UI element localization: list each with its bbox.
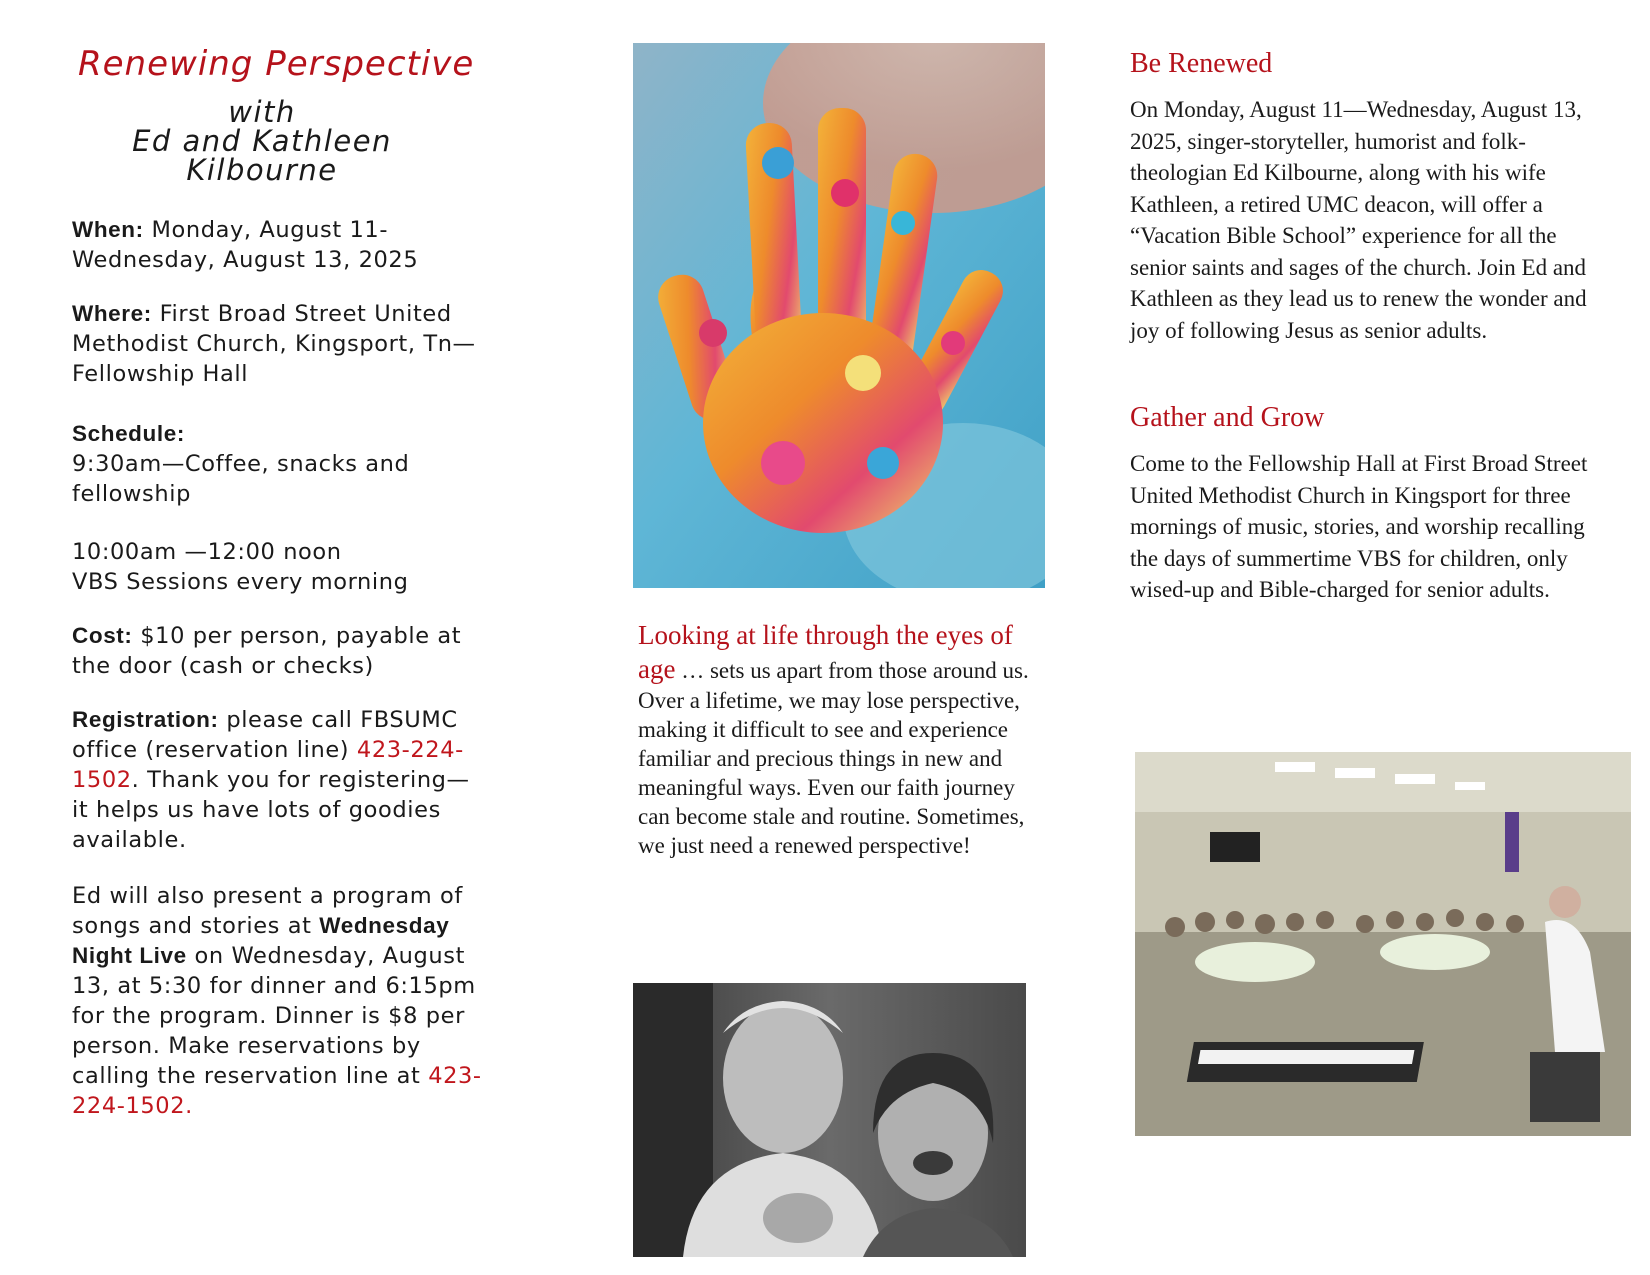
presenters-subtitle	[72, 95, 452, 187]
where-field	[72, 299, 482, 389]
page-title: Renewing Perspective	[78, 44, 475, 84]
cost-label: Cost:	[72, 623, 133, 648]
session-time: 10:00am —12:00 noon	[72, 539, 342, 565]
gather-and-grow-paragraph: Come to the Fellowship Hall at First Broad Street United Methodist Church in Kingsport for three mornings of music, stories, and worship recalling the days of summertime VBS for children, only wised-up and Bible-charged for senior adults.	[1130, 451, 1588, 602]
registration-tail: . Thank you for registering—it helps us have lots of goodies available.	[72, 767, 470, 853]
fellowship-hall-image	[1135, 752, 1631, 1136]
wnl-event-name: Wednesday Night Live	[72, 913, 450, 968]
wnl-intro: Ed will also present a program of songs and stories at	[72, 883, 463, 939]
subtitle-with: with	[228, 95, 296, 129]
event-details-column	[72, 44, 482, 1145]
subtitle-surname: Kilbourne	[186, 153, 338, 187]
perspective-lead: Looking at life through the eyes of age	[638, 620, 1013, 684]
schedule-sessions	[72, 537, 482, 597]
perspective-paragraph	[638, 618, 1038, 860]
fellowship-hall-photo	[1135, 752, 1631, 1136]
when-field	[72, 215, 482, 275]
where-label: Where:	[72, 301, 152, 326]
where-text: First Broad Street United Methodist Church, Kingsport, Tn—Fellowship Hall	[72, 301, 476, 387]
description-column	[1130, 48, 1610, 606]
registration-field	[72, 705, 482, 855]
couple-image	[633, 983, 1026, 1257]
cost-text: $10 per person, payable at the door (cash or checks)	[72, 623, 462, 679]
when-text: Monday, August 11-Wednesday, August 13, 2025	[72, 217, 419, 273]
registration-phone[interactable]: 423-224-1502	[72, 737, 464, 793]
schedule-label: Schedule:	[72, 421, 185, 446]
gather-and-grow-heading: Gather and Grow	[1130, 402, 1325, 433]
when-label: When:	[72, 217, 144, 242]
schedule-item-coffee: 9:30am—Coffee, snacks and fellowship	[72, 451, 410, 507]
perspective-body: … sets us apart from those around us. Over a lifetime, we may lose perspective, making it difficult to see and experience familiar and precious things in new and meaningful ways. Even our faith journey can become stale and routine. Sometimes, we just need a renewed perspective!	[638, 658, 1029, 858]
registration-label: Registration:	[72, 707, 219, 732]
session-desc: VBS Sessions every morning	[72, 569, 409, 595]
couple-photo	[633, 983, 1026, 1257]
wnl-phone[interactable]: 423-224-1502.	[72, 1063, 482, 1119]
be-renewed-paragraph: On Monday, August 11—Wednesday, August 13, 2025, singer-storyteller, humorist and folk-theologian Ed Kilbourne, along with his wife Kathleen, a retired UMC deacon, will offer a “Vacation Bible School” experience for all the senior saints and sages of the church. Join Ed and Kathleen as they lead us to renew the wonder and joy of following Jesus as senior adults.	[1130, 97, 1587, 343]
cost-field	[72, 621, 482, 681]
painted-hand-image	[633, 43, 1045, 588]
be-renewed-heading: Be Renewed	[1130, 48, 1273, 79]
painted-hand-photo	[633, 43, 1045, 588]
wednesday-night-live-field	[72, 881, 482, 1121]
subtitle-names: Ed and Kathleen	[132, 124, 392, 158]
wnl-text: on Wednesday, August 13, at 5:30 for dinner and 6:15pm for the program. Dinner is $8 per person. Make reservations by calling the reservation line at	[72, 943, 476, 1089]
registration-text: please call FBSUMC office (reservation line)	[72, 707, 458, 763]
schedule-field	[72, 419, 482, 509]
